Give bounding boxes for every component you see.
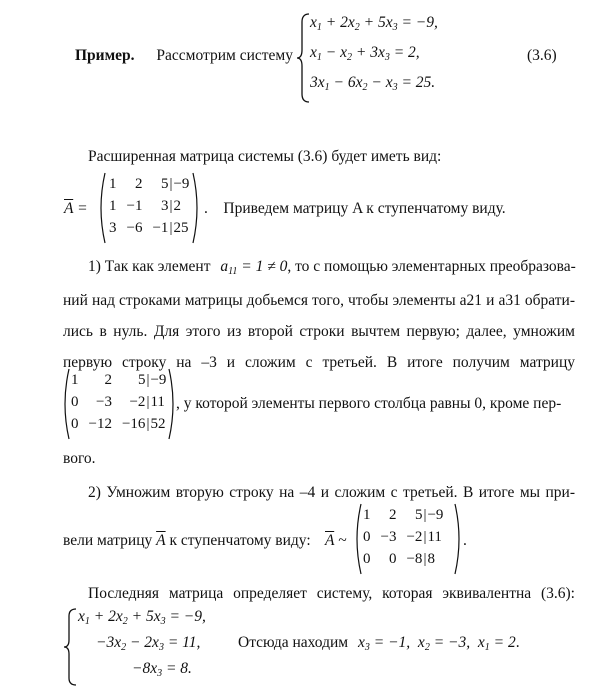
example-label: Пример. bbox=[75, 47, 135, 64]
paragraph-extended-matrix: Расширенная матрица системы (3.6) будет иметь вид: bbox=[88, 148, 442, 165]
step1-line4: первую строку на –3 и сложим с третьей. В итоге получим матрицу bbox=[63, 354, 575, 371]
step1-line1: 1) Так как элемент $a_{11} = 1 \ne 0$, то с помощью элементарных преобразова- bbox=[88, 258, 576, 277]
step2-line2: вели матрицу $\overline{A}$ к ступенчатому виду: bbox=[63, 532, 311, 549]
step1-line2: ний над строками матрицы добьемся того, чтобы элементы a21 и a31 обрати- bbox=[63, 292, 575, 309]
step1-line3: лись в нуль. Для этого из второй строки вычтем первую; далее, умножим bbox=[63, 323, 575, 340]
example-intro: Рассмотрим систему bbox=[156, 47, 293, 64]
result: Отсюда находим $x_3 = -1$, $x_2 = -3$, $x_1 = 2$. bbox=[238, 634, 520, 653]
matrix-c: 1 2 5 | −9 0 −3 −2 | 11 0 0 −8 | 8 bbox=[363, 506, 444, 567]
matrix-c-label: $\overline{A}$ ~ bbox=[325, 532, 347, 549]
step1-after-matrix: , у которой элементы первого столбца равны 0, кроме пер- bbox=[176, 395, 562, 412]
matrix-a-label: $\overline{A}$ = bbox=[64, 200, 88, 217]
final-system-brace bbox=[63, 607, 77, 687]
reduce-instruction: Приведем матрицу A к ступенчатому виду. bbox=[223, 200, 506, 217]
matrix-a: 1 2 5 | −9 1 −1 3 | 2 3 −6 −1 | 25 bbox=[109, 175, 190, 236]
system-brace bbox=[296, 12, 310, 104]
step2-line1: 2) Умножим вторую строку на –4 и сложим с третьей. В итоге мы при- bbox=[88, 484, 575, 501]
matrix-b: 1 2 5 | −9 0 −3 −2 | 11 0 −12 −16 | 52 bbox=[71, 371, 167, 432]
step1-tail: вого. bbox=[63, 450, 96, 467]
last-paragraph: Последняя матрица определяет систему, которая эквивалентна (3.6): bbox=[88, 585, 575, 602]
equation-number: (3.6) bbox=[527, 47, 557, 64]
